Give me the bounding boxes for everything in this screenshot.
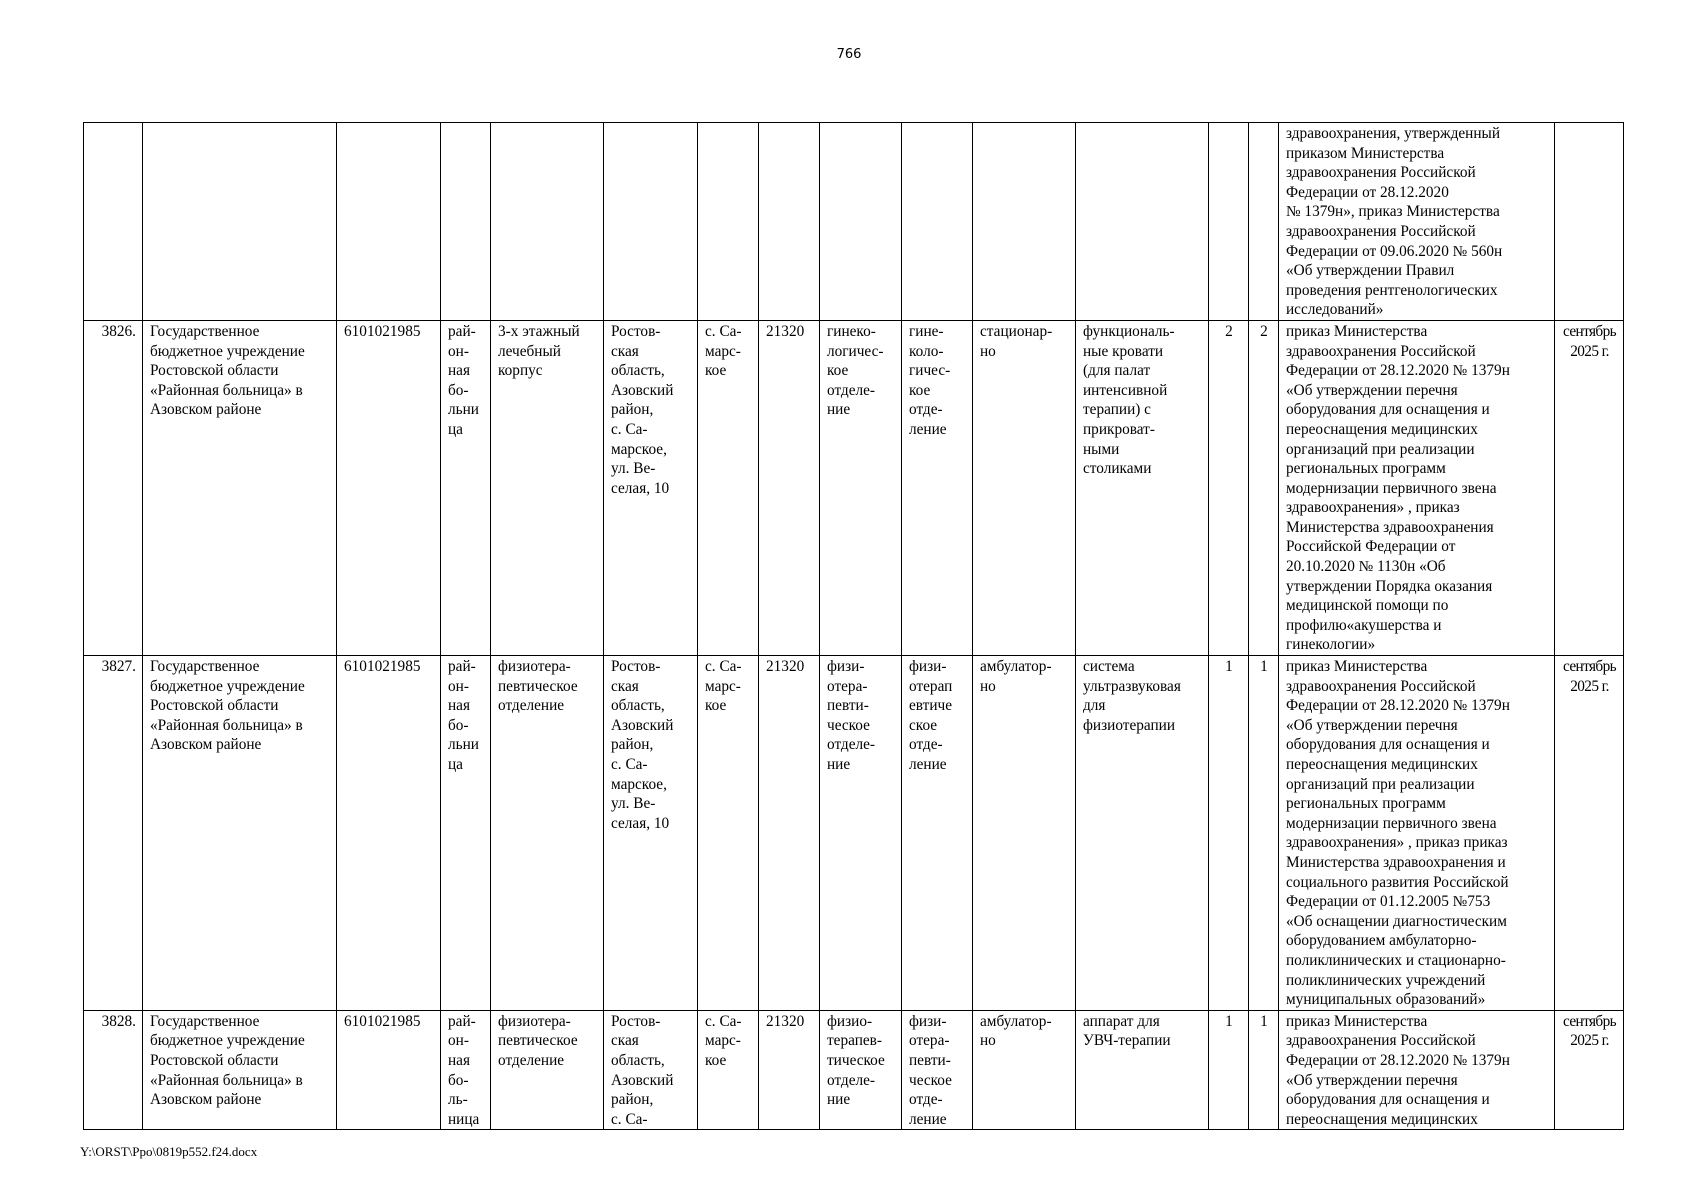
cell-line: он-: [448, 677, 469, 695]
cell-line: 2025 г.: [1570, 1032, 1609, 1050]
cell-line: Ростов-: [611, 322, 661, 340]
inn-cell: [337, 1010, 441, 1130]
cell-line: марс-: [705, 1032, 741, 1050]
cell-line: физи-: [909, 1012, 947, 1030]
cell-line: отделе-: [827, 381, 876, 399]
inn-cell: [337, 656, 441, 1011]
cell-line: здравоохранения Российской: [1286, 1032, 1476, 1050]
cell-line: с. Са-: [705, 1012, 742, 1030]
date-cell: [1555, 656, 1624, 1011]
table-row: [84, 123, 1624, 321]
cell-line: отерап: [909, 677, 953, 695]
cell-line: «Об утверждении перечня: [1286, 716, 1458, 734]
cell-line: отде-: [909, 401, 943, 419]
cell-line: «Об оснащении диагностическим: [1286, 912, 1507, 930]
cell-line: Государственное: [150, 322, 260, 340]
cell-line: физи-: [827, 658, 865, 676]
cell-line: «Районная больница» в: [150, 381, 303, 399]
cell-line: модернизации первичного звена: [1286, 814, 1497, 832]
cell-line: приказ Министерства: [1286, 1012, 1428, 1030]
cell-line: ные кровати: [1083, 342, 1164, 360]
address-cell: [604, 320, 698, 655]
cell-line: Ростов-: [611, 658, 661, 676]
cell-line: рай-: [448, 658, 476, 676]
cell-line: марское,: [611, 440, 667, 458]
cell-line: терапев-: [827, 1032, 883, 1050]
cell-line: ными: [1083, 440, 1120, 458]
cell-line: ул. Ве-: [611, 460, 656, 478]
cell-line: район,: [611, 1091, 654, 1109]
quantity-cell: 2: [1209, 320, 1249, 655]
cell-line: область,: [611, 362, 665, 380]
table-row: [84, 656, 1624, 1011]
legal-basis-cell: [1279, 123, 1555, 321]
cell-line: гине-: [909, 322, 944, 340]
cell-line: певти-: [827, 697, 869, 715]
date-cell: [1555, 123, 1624, 321]
cell-line: но: [980, 677, 996, 695]
cell-line: «Об утверждении перечня: [1286, 381, 1458, 399]
oktmo-cell: [759, 123, 820, 321]
cell-line: оборудования для оснащения и: [1286, 401, 1490, 419]
settlement-cell: [698, 320, 759, 655]
organization-cell: [143, 320, 337, 655]
footer-file-path: Y:\ORST\Ppo\0819p552.f24.docx: [80, 1144, 258, 1159]
cell-line: с. Са-: [611, 756, 648, 773]
cell-line: УВЧ-терапии: [1083, 1032, 1171, 1050]
care-mode-cell: [973, 1010, 1076, 1130]
legal-basis-cell: [1279, 320, 1555, 655]
cell-line: кое: [705, 1051, 727, 1069]
cell-line: физиотерапии: [1083, 716, 1176, 734]
cell-line: сентябрь: [1562, 322, 1617, 340]
department-alt-cell: [902, 1010, 973, 1130]
cell-line: 2025 г.: [1570, 677, 1609, 695]
cell-line: 21320: [766, 322, 805, 340]
cell-line: Федерации от 28.12.2020 № 1379н: [1286, 697, 1510, 715]
page-number: 766: [836, 47, 862, 62]
cell-line: амбулатор-: [980, 658, 1052, 676]
cell-line: приказом Министерства: [1286, 144, 1445, 162]
cell-line: ская: [611, 1032, 639, 1050]
cell-line: ная: [448, 362, 471, 380]
cell-line: кое: [909, 381, 931, 399]
cell-line: Государственное: [150, 1012, 260, 1030]
department-alt-cell: [902, 320, 973, 655]
cell-line: Азовский: [611, 381, 674, 399]
cell-line: терапии) с: [1083, 401, 1151, 419]
cell-line: Азовском районе: [150, 1091, 262, 1109]
cell-line: организаций при реализации: [1286, 440, 1475, 458]
quantity-total-cell: 2: [1249, 320, 1279, 655]
quantity-cell: [1209, 123, 1249, 321]
cell-line: здравоохранения» , приказ приказ: [1286, 834, 1508, 852]
cell-line: ль-: [448, 1091, 468, 1109]
cell-line: евтиче: [909, 697, 952, 715]
cell-line: (для палат: [1083, 362, 1151, 380]
legal-basis-cell: [1279, 1010, 1555, 1130]
cell-line: кое: [705, 697, 727, 715]
cell-line: Государственное: [150, 658, 260, 676]
equipment-cell: [1076, 320, 1209, 655]
cell-line: марс-: [705, 677, 741, 695]
cell-line: ское: [909, 716, 938, 734]
address-cell: [604, 123, 698, 321]
cell-line: Федерации от 01.12.2005 №753: [1286, 893, 1491, 911]
date-cell: [1555, 320, 1624, 655]
cell-line: с. Са-: [611, 420, 648, 438]
cell-line: отделе-: [827, 736, 876, 754]
quantity-total-cell: [1249, 123, 1279, 321]
cell-line: утверждении Порядка оказания: [1286, 577, 1493, 595]
facility-type-cell: [441, 123, 491, 321]
cell-line: Ростовской области: [150, 697, 279, 715]
cell-line: региональных программ: [1286, 460, 1446, 478]
cell-line: отделение: [498, 697, 565, 715]
cell-line: Министерства здравоохранения и: [1286, 853, 1506, 871]
cell-line: 3-х этажный: [498, 322, 580, 340]
cell-line: здравоохранения, утвержденный: [1286, 125, 1501, 142]
cell-line: бо-: [448, 1071, 469, 1089]
inn-cell: [337, 320, 441, 655]
cell-line: он-: [448, 342, 469, 360]
row-number-cell: 3828.: [84, 1010, 143, 1130]
cell-line: проведения рентгенологических: [1286, 281, 1498, 299]
cell-line: район,: [611, 401, 654, 419]
cell-line: приказ Министерства: [1286, 322, 1428, 340]
cell-line: оборудованием амбулаторно-: [1286, 932, 1477, 950]
cell-line: переоснащения медицинских: [1286, 1110, 1478, 1128]
cell-line: интенсивной: [1083, 381, 1168, 399]
cell-line: Азовском районе: [150, 401, 262, 419]
cell-line: сентябрь: [1562, 1012, 1617, 1030]
cell-line: профилю«акушерства и: [1286, 616, 1442, 634]
cell-line: с. Са-: [705, 322, 742, 340]
cell-line: льни: [448, 401, 479, 419]
cell-line: ческое: [909, 1071, 952, 1089]
cell-line: исследований»: [1286, 301, 1384, 319]
cell-line: физиотера-: [498, 1012, 571, 1030]
equipment-cell: [1076, 656, 1209, 1011]
cell-line: корпус: [498, 362, 543, 380]
building-cell: [491, 1010, 604, 1130]
address-cell: [604, 656, 698, 1011]
cell-line: лечебный: [498, 342, 561, 360]
cell-line: Министерства здравоохранения: [1286, 518, 1494, 536]
settlement-cell: [698, 656, 759, 1011]
cell-line: ная: [448, 1051, 471, 1069]
cell-line: льни: [448, 736, 479, 754]
organization-cell: [143, 123, 337, 321]
date-cell: [1555, 1010, 1624, 1130]
cell-line: рай-: [448, 322, 476, 340]
cell-line: ние: [827, 401, 851, 419]
cell-line: певтическое: [498, 677, 578, 695]
cell-line: отделе-: [827, 1071, 876, 1089]
cell-line: медицинской помощи по: [1286, 597, 1449, 615]
cell-line: переоснащения медицинских: [1286, 420, 1478, 438]
cell-line: марс-: [705, 342, 741, 360]
cell-line: поликлинических и стационарно-: [1286, 951, 1506, 969]
cell-line: Федерации от 09.06.2020 № 560н: [1286, 242, 1503, 260]
address-cell: [604, 1010, 698, 1130]
cell-line: ул. Ве-: [611, 795, 656, 813]
cell-line: физиотера-: [498, 658, 571, 676]
cell-line: социального развития Российской: [1286, 873, 1509, 891]
cell-line: оборудования для оснащения и: [1286, 736, 1490, 754]
quantity-total-cell: 1: [1249, 656, 1279, 1011]
cell-line: физи-: [909, 658, 947, 676]
cell-line: он-: [448, 1032, 469, 1050]
cell-line: Ростовской области: [150, 1051, 279, 1069]
facility-type-cell: [441, 320, 491, 655]
legal-basis-cell: [1279, 656, 1555, 1011]
oktmo-cell: [759, 1010, 820, 1130]
building-cell: [491, 320, 604, 655]
cell-line: ца: [448, 756, 463, 773]
oktmo-cell: [759, 656, 820, 1011]
row-number-cell: 3826.: [84, 320, 143, 655]
cell-line: ская: [611, 677, 639, 695]
cell-line: стационар-: [980, 322, 1053, 340]
quantity-cell: 1: [1209, 1010, 1249, 1130]
settlement-cell: [698, 123, 759, 321]
cell-line: ление: [909, 420, 947, 438]
equipment-cell: [1076, 1010, 1209, 1130]
settlement-cell: [698, 1010, 759, 1130]
cell-line: оборудования для оснащения и: [1286, 1091, 1490, 1109]
cell-line: «Об утверждении Правил: [1286, 262, 1455, 280]
row-number-cell: [84, 123, 143, 321]
cell-line: столиками: [1083, 460, 1152, 478]
cell-line: ская: [611, 342, 639, 360]
cell-line: рай-: [448, 1012, 476, 1030]
cell-line: 21320: [766, 1012, 805, 1030]
cell-line: ческое: [827, 716, 870, 734]
cell-line: функциональ-: [1083, 322, 1175, 340]
cell-line: модернизации первичного звена: [1286, 479, 1497, 497]
department-cell: [820, 1010, 902, 1130]
cell-line: Ростов-: [611, 1012, 661, 1030]
cell-line: отде-: [909, 1091, 943, 1109]
cell-line: бюджетное учреждение: [150, 1032, 305, 1050]
building-cell: [491, 656, 604, 1011]
equipment-table: [83, 122, 1624, 1130]
equipment-cell: [1076, 123, 1209, 321]
quantity-total-cell: 1: [1249, 1010, 1279, 1130]
cell-line: № 1379н», приказ Министерства: [1286, 203, 1500, 221]
cell-line: приказ Министерства: [1286, 658, 1428, 676]
cell-line: область,: [611, 1051, 665, 1069]
department-alt-cell: [902, 123, 973, 321]
cell-line: Азовский: [611, 716, 674, 734]
cell-line: 20.10.2020 № 1130н «Об: [1286, 558, 1446, 576]
cell-line: селая, 10: [611, 814, 670, 832]
cell-line: отера-: [909, 1032, 950, 1050]
cell-line: Федерации от 28.12.2020 № 1379н: [1286, 362, 1510, 380]
cell-line: гинекологии»: [1286, 636, 1376, 654]
cell-line: ление: [909, 756, 947, 773]
cell-line: Федерации от 28.12.2020 № 1379н: [1286, 1051, 1510, 1069]
cell-line: организаций при реализации: [1286, 775, 1475, 793]
cell-line: здравоохранения Российской: [1286, 164, 1476, 182]
cell-line: Ростовской области: [150, 362, 279, 380]
cell-line: прикроват-: [1083, 420, 1155, 438]
table-row: [84, 1010, 1624, 1130]
cell-line: Азовский: [611, 1071, 674, 1089]
cell-line: здравоохранения Российской: [1286, 677, 1476, 695]
cell-line: район,: [611, 736, 654, 754]
cell-line: система: [1083, 658, 1135, 676]
cell-line: поликлинических учреждений: [1286, 971, 1486, 989]
cell-line: певтическое: [498, 1032, 578, 1050]
cell-line: Азовском районе: [150, 736, 262, 754]
cell-line: отде-: [909, 736, 943, 754]
cell-line: но: [980, 1032, 996, 1050]
cell-line: Российской Федерации от: [1286, 538, 1456, 556]
organization-cell: [143, 656, 337, 1011]
cell-line: для: [1083, 697, 1106, 715]
care-mode-cell: [973, 123, 1076, 321]
cell-line: физио-: [827, 1012, 873, 1030]
cell-line: переоснащения медицинских: [1286, 756, 1478, 773]
cell-line: сентябрь: [1562, 658, 1617, 676]
oktmo-cell: [759, 320, 820, 655]
cell-line: отера-: [827, 677, 868, 695]
cell-line: певти-: [909, 1051, 951, 1069]
cell-line: с. Са-: [611, 1110, 648, 1128]
cell-line: амбулатор-: [980, 1012, 1052, 1030]
department-alt-cell: [902, 656, 973, 1011]
cell-line: ультразвуковая: [1083, 677, 1181, 695]
cell-line: 6101021985: [344, 658, 421, 676]
cell-line: 6101021985: [344, 1012, 421, 1030]
cell-line: селая, 10: [611, 479, 670, 497]
cell-line: гинеко-: [827, 322, 876, 340]
facility-type-cell: [441, 656, 491, 1011]
care-mode-cell: [973, 320, 1076, 655]
organization-cell: [143, 1010, 337, 1130]
cell-line: ца: [448, 420, 463, 438]
cell-line: область,: [611, 697, 665, 715]
cell-line: кое: [827, 362, 849, 380]
cell-line: здравоохранения Российской: [1286, 222, 1476, 240]
quantity-cell: 1: [1209, 656, 1249, 1011]
cell-line: коло-: [909, 342, 944, 360]
row-number-cell: 3827.: [84, 656, 143, 1011]
cell-line: гичес-: [909, 362, 951, 380]
care-mode-cell: [973, 656, 1076, 1011]
department-cell: [820, 123, 902, 321]
cell-line: 6101021985: [344, 322, 421, 340]
cell-line: ние: [827, 1091, 851, 1109]
cell-line: 21320: [766, 658, 805, 676]
cell-line: ние: [827, 756, 851, 773]
cell-line: кое: [705, 362, 727, 380]
cell-line: «Об утверждении перечня: [1286, 1071, 1458, 1089]
inn-cell: [337, 123, 441, 321]
cell-line: бюджетное учреждение: [150, 342, 305, 360]
department-cell: [820, 320, 902, 655]
cell-line: Федерации от 28.12.2020: [1286, 183, 1449, 201]
cell-line: «Районная больница» в: [150, 716, 303, 734]
cell-line: ная: [448, 697, 471, 715]
cell-line: муниципальных образований»: [1286, 991, 1486, 1009]
cell-line: бо-: [448, 381, 469, 399]
cell-line: но: [980, 342, 996, 360]
cell-line: аппарат для: [1083, 1012, 1160, 1030]
cell-line: ница: [448, 1110, 480, 1128]
building-cell: [491, 123, 604, 321]
table-row: [84, 320, 1624, 655]
facility-type-cell: [441, 1010, 491, 1130]
cell-line: марское,: [611, 775, 667, 793]
cell-line: отделение: [498, 1051, 565, 1069]
cell-line: здравоохранения Российской: [1286, 342, 1476, 360]
cell-line: 2025 г.: [1570, 342, 1609, 360]
cell-line: бо-: [448, 716, 469, 734]
cell-line: тическое: [827, 1051, 885, 1069]
cell-line: бюджетное учреждение: [150, 677, 305, 695]
cell-line: «Районная больница» в: [150, 1071, 303, 1089]
cell-line: здравоохранения» , приказ: [1286, 499, 1460, 517]
cell-line: с. Са-: [705, 658, 742, 676]
cell-line: региональных программ: [1286, 795, 1446, 813]
cell-line: ление: [909, 1110, 947, 1128]
cell-line: логичес-: [827, 342, 884, 360]
department-cell: [820, 656, 902, 1011]
